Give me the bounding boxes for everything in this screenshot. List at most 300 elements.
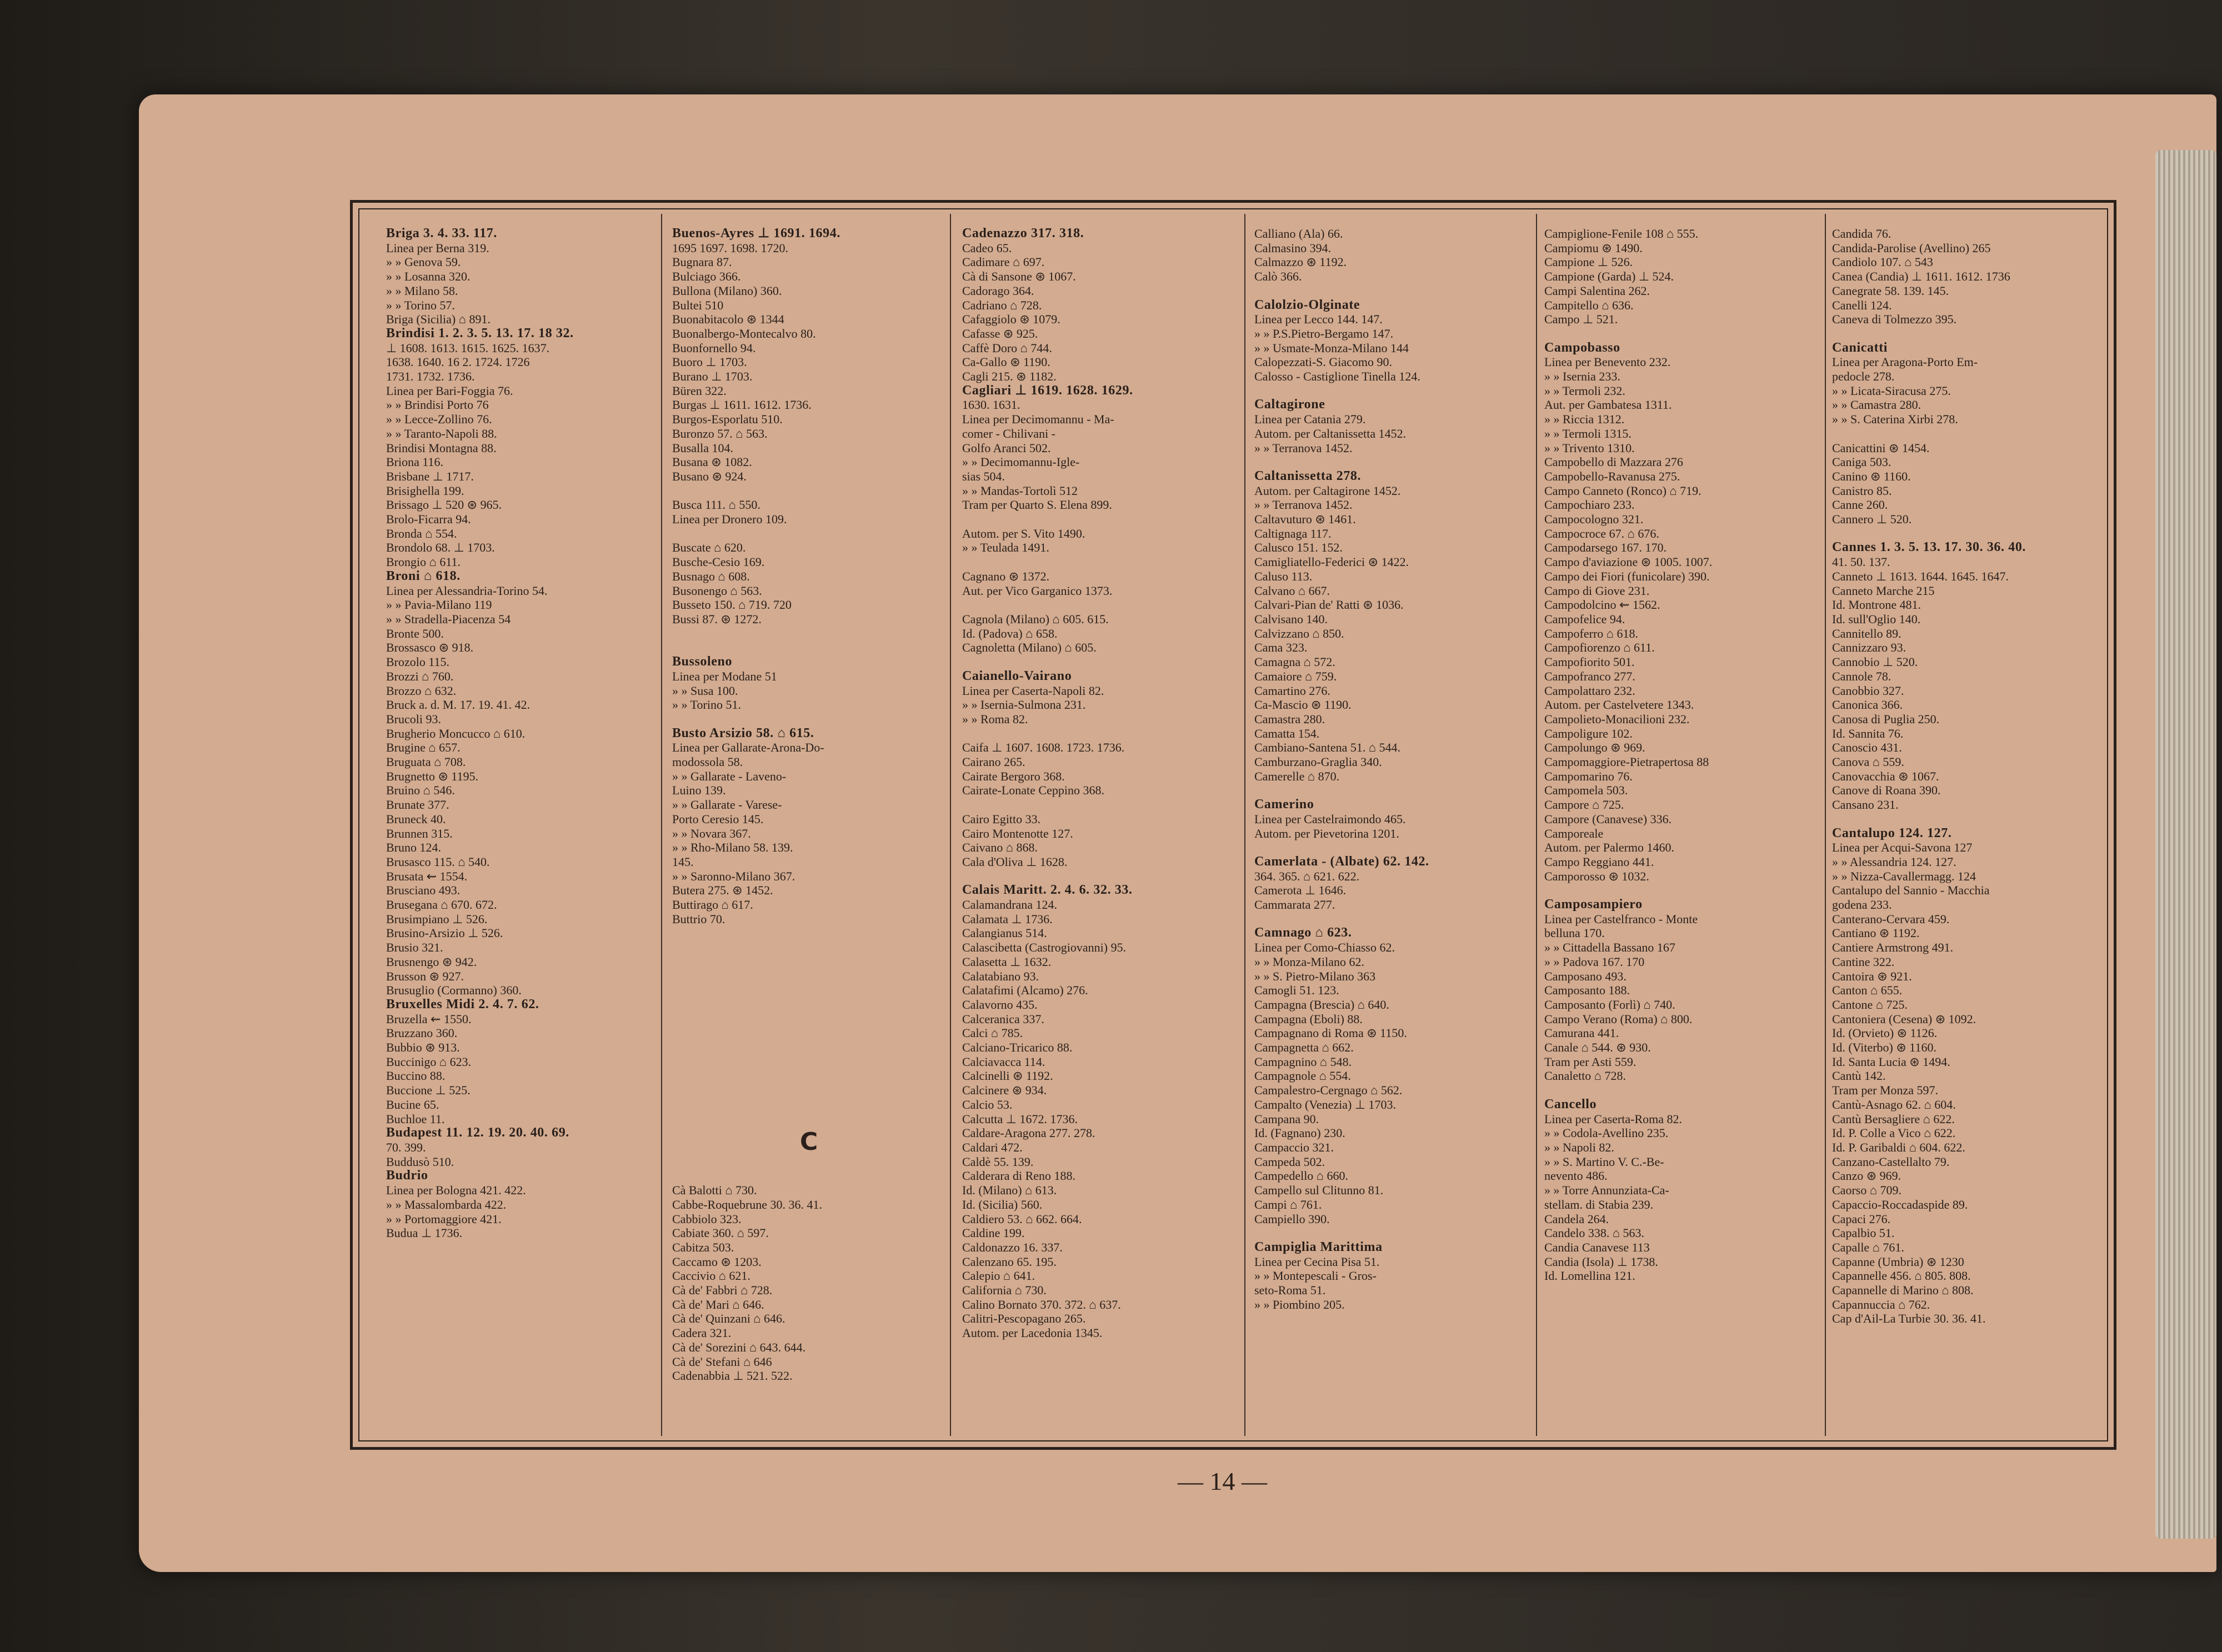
index-entry: Buonabitacolo ⊛ 1344: [672, 312, 784, 327]
index-entry: Ca-Mascio ⊛ 1190.: [1254, 698, 1352, 712]
index-entry: Caldari 472.: [962, 1140, 1023, 1154]
index-entry: Candia (Isola) ⊥ 1738.: [1544, 1254, 1658, 1269]
index-entry: Calopezzati-S. Giacomo 90.: [1254, 355, 1393, 369]
index-entry: Busnago ⌂ 608.: [672, 569, 750, 583]
index-entry: Cagnoletta (Milano) ⌂ 605.: [962, 640, 1097, 655]
index-entry: » » Cittadella Bassano 167: [1544, 940, 1675, 955]
index-entry: Cadriano ⌂ 728.: [962, 298, 1042, 312]
index-heading: Caltagirone: [1254, 397, 1325, 412]
column-rule: [1825, 214, 1826, 1436]
index-entry: Bulciago 366.: [672, 269, 741, 284]
index-entry: Cagnano ⊛ 1372.: [962, 569, 1050, 583]
index-entry: Id. (Fagnano) 230.: [1254, 1126, 1345, 1140]
index-entry: Calvizzano ⌂ 850.: [1254, 626, 1344, 640]
index-entry: Autom. per Pievetorina 1201.: [1254, 826, 1399, 840]
index-entry: Brusino-Arsizio ⊥ 526.: [386, 926, 503, 940]
index-entry: Calangianus 514.: [962, 926, 1047, 940]
index-entry: Cagli 215. ⊛ 1182.: [962, 369, 1057, 384]
index-entry: Camogli 51. 123.: [1254, 983, 1339, 998]
index-entry: Brusio 321.: [386, 940, 443, 955]
index-entry: Cà Balotti ⌂ 730.: [672, 1183, 757, 1198]
index-entry: Campo Canneto (Ronco) ⌂ 719.: [1544, 483, 1701, 498]
index-entry: [962, 798, 1240, 812]
page-edge-stack: [2155, 150, 2216, 1539]
index-entry: Burgos-Esporlatu 510.: [672, 412, 783, 427]
index-entry: Canaletto ⌂ 728.: [1544, 1069, 1627, 1083]
index-entry: » » Piombino 205.: [1254, 1297, 1345, 1311]
index-entry: Brusson ⊛ 927.: [386, 969, 464, 983]
index-entry: [672, 1026, 950, 1040]
index-entry: Buronzo 57. ⌂ 563.: [672, 426, 768, 440]
index-entry: Cannitello 89.: [1832, 626, 1901, 640]
index-entry: Id. (Milano) ⌂ 613.: [962, 1183, 1057, 1198]
index-entry: Canale ⌂ 544. ⊛ 930.: [1544, 1040, 1651, 1055]
index-entry: » » Portomaggiore 421.: [386, 1212, 502, 1226]
index-entry: Campello sul Clitunno 81.: [1254, 1183, 1384, 1198]
index-entry: Brunate 377.: [386, 798, 449, 812]
index-entry: » » Roma 82.: [962, 712, 1028, 726]
index-entry: Cama 323.: [1254, 640, 1308, 655]
index-entry: Capalle ⌂ 761.: [1832, 1240, 1904, 1254]
index-entry: Cantoniera (Cesena) ⊛ 1092.: [1832, 1012, 1976, 1026]
index-entry: Campi Salentina 262.: [1544, 283, 1650, 298]
index-entry: [672, 983, 950, 998]
index-entry: Campochiaro 233.: [1544, 498, 1635, 512]
index-entry: » » P.S.Pietro-Bergamo 147.: [1254, 326, 1394, 341]
index-entry: Cadimare ⌂ 697.: [962, 255, 1045, 269]
index-heading: Calolzio-Olginate: [1254, 297, 1360, 312]
index-heading: Camnago ⌂ 623.: [1254, 925, 1352, 940]
index-entry: sias 504.: [962, 469, 1005, 483]
index-entry: [1254, 384, 1532, 398]
index-entry: [1254, 912, 1532, 927]
index-entry: Canoscio 431.: [1832, 740, 1902, 755]
index-entry: Campo di Giove 231.: [1544, 583, 1650, 598]
index-entry: Cantù 142.: [1832, 1069, 1886, 1083]
index-entry: Capannelle di Marino ⌂ 808.: [1832, 1283, 1974, 1298]
index-entry: Caifa ⊥ 1607. 1608. 1723. 1736.: [962, 740, 1125, 755]
index-entry: Calcinere ⊛ 934.: [962, 1083, 1047, 1098]
index-entry: Campocroce 67. ⌂ 676.: [1544, 526, 1659, 540]
index-entry: belluna 170.: [1544, 926, 1605, 940]
index-entry: Canea (Candia) ⊥ 1611. 1612. 1736: [1832, 269, 2010, 284]
index-entry: Campedello ⌂ 660.: [1254, 1169, 1349, 1183]
index-entry: Camburzano-Graglia 340.: [1254, 755, 1382, 769]
index-entry: Calavorno 435.: [962, 997, 1038, 1012]
index-entry: » » Brindisi Porto 76: [386, 398, 489, 412]
index-entry: Bruck a. d. M. 17. 19. 41. 42.: [386, 698, 531, 712]
index-entry: Cantiere Armstrong 491.: [1832, 940, 1954, 955]
index-entry: Linea per Benevento 232.: [1544, 355, 1671, 369]
index-entry: Linea per Dronero 109.: [672, 512, 787, 527]
index-entry: Campiello 390.: [1254, 1212, 1330, 1226]
section-letter: C: [800, 1128, 818, 1156]
index-entry: Brusimpiano ⊥ 526.: [386, 912, 488, 926]
index-heading: Bussoleno: [672, 654, 733, 669]
index-entry: Cadenabbia ⊥ 521. 522.: [672, 1369, 793, 1383]
index-entry: Aut. per Vico Garganico 1373.: [962, 583, 1113, 598]
index-entry: » » Taranto-Napoli 88.: [386, 426, 497, 440]
index-heading: Camposampiero: [1544, 897, 1643, 912]
index-entry: [962, 869, 1240, 884]
index-entry: » » Mandas-Tortolì 512: [962, 483, 1078, 498]
index-entry: » » Stradella-Piacenza 54: [386, 612, 511, 626]
index-entry: Cairano 265.: [962, 755, 1025, 769]
index-entry: Cadera 321.: [672, 1326, 732, 1340]
index-entry: Cambiano-Santena 51. ⌂ 544.: [1254, 740, 1401, 755]
index-entry: Brugine ⌂ 657.: [386, 740, 461, 755]
index-heading: Cadenazzo 317. 318.: [962, 227, 1084, 241]
index-heading: Cantalupo 124. 127.: [1832, 825, 1952, 840]
index-entry: Cafaggiolo ⊛ 1079.: [962, 312, 1060, 327]
index-entry: Campobello-Ravanusa 275.: [1544, 469, 1680, 483]
index-entry: Id. (Orvieto) ⊛ 1126.: [1832, 1026, 1938, 1040]
index-entry: [672, 1083, 950, 1098]
index-entry: Brucoli 93.: [386, 712, 441, 726]
index-entry: Buoro ⊥ 1703.: [672, 355, 747, 369]
index-entry: [1254, 783, 1532, 798]
index-entry: Camurana 441.: [1544, 1026, 1619, 1040]
index-entry: Campo Reggiano 441.: [1544, 854, 1654, 869]
index-entry: Campomela 503.: [1544, 783, 1628, 798]
index-entry: [962, 598, 1240, 612]
index-entry: Brindisi Montagna 88.: [386, 440, 497, 455]
index-entry: Brusuglio (Cormanno) 360.: [386, 983, 522, 998]
index-entry: Candelo 338. ⌂ 563.: [1544, 1226, 1645, 1240]
index-entry: [962, 555, 1240, 569]
index-entry: Campalto (Venezia) ⊥ 1703.: [1254, 1097, 1396, 1112]
index-heading: Calais Maritt. 2. 4. 6. 32. 33.: [962, 883, 1133, 898]
index-entry: Calcinelli ⊛ 1192.: [962, 1069, 1053, 1083]
index-entry: Calino Bornato 370. 372. ⌂ 637.: [962, 1297, 1121, 1311]
index-entry: Buchloe 11.: [386, 1112, 445, 1126]
index-entry: Cairo Montenotte 127.: [962, 826, 1073, 840]
index-entry: Brunnen 315.: [386, 826, 453, 840]
index-entry: Camporosso ⊛ 1032.: [1544, 869, 1649, 883]
index-entry: Campagnole ⌂ 554.: [1254, 1069, 1351, 1083]
index-entry: [672, 484, 950, 498]
index-entry: Bruneck 40.: [386, 812, 446, 826]
index-entry: Bubbio ⊛ 913.: [386, 1040, 460, 1055]
index-entry: Luino 139.: [672, 783, 726, 798]
index-entry: » » Gallarate - Laveno-: [672, 769, 787, 783]
index-entry: Busalla 104.: [672, 440, 733, 455]
index-entry: Cà de' Fabbri ⌂ 728.: [672, 1283, 773, 1298]
index-entry: Candiolo 107. ⌂ 543: [1832, 255, 1933, 269]
index-entry: Canova ⌂ 559.: [1832, 755, 1904, 769]
index-entry: Caccivio ⌂ 621.: [672, 1269, 750, 1283]
index-entry: Capanne (Umbria) ⊛ 1230: [1832, 1254, 1964, 1269]
index-entry: Campagnino ⌂ 548.: [1254, 1054, 1352, 1069]
index-entry: seto-Roma 51.: [1254, 1283, 1326, 1298]
index-entry: Id. Santa Lucia ⊛ 1494.: [1832, 1054, 1950, 1069]
index-entry: Brongio ⌂ 611.: [386, 555, 461, 569]
index-entry: Cala d'Oliva ⊥ 1628.: [962, 854, 1068, 869]
index-entry: Linea per Caserta-Napoli 82.: [962, 683, 1104, 698]
index-entry: » » S. Caterina Xirbi 278.: [1832, 412, 1958, 427]
index-entry: [672, 527, 950, 541]
index-entry: Campagnetta ⌂ 662.: [1254, 1040, 1354, 1055]
index-entry: Aut. per Gambatesa 1311.: [1544, 398, 1672, 412]
index-entry: Bruino ⌂ 546.: [386, 783, 455, 798]
index-entry: Buonfornello 94.: [672, 341, 756, 355]
index-entry: 70. 399.: [386, 1140, 426, 1154]
index-entry: Id. P. Colle a Vico ⌂ 622.: [1832, 1126, 1956, 1140]
index-entry: Campiomu ⊛ 1490.: [1544, 241, 1643, 255]
index-entry: Calatafimi (Alcamo) 276.: [962, 983, 1088, 998]
index-entry: [672, 969, 950, 984]
index-entry: Linea per Lecco 144. 147.: [1254, 312, 1383, 327]
index-entry: Autom. per Lacedonia 1345.: [962, 1326, 1103, 1340]
index-entry: 364. 365. ⌂ 621. 622.: [1254, 869, 1360, 883]
index-entry: Busana ⊛ 1082.: [672, 455, 752, 469]
index-entry: Porto Ceresio 145.: [672, 812, 764, 826]
index-entry: » » Rho-Milano 58. 139.: [672, 840, 793, 855]
index-entry: Cagnola (Milano) ⌂ 605. 615.: [962, 612, 1109, 626]
index-entry: [1254, 840, 1532, 855]
index-entry: [672, 998, 950, 1012]
index-entry: Cammarata 277.: [1254, 898, 1335, 912]
index-entry: Calusco 151. 152.: [1254, 540, 1343, 555]
index-entry: ⊥ 1608. 1613. 1615. 1625. 1637.: [386, 341, 550, 355]
index-entry: Calci ⌂ 785.: [962, 1026, 1023, 1040]
index-entry: Caccamo ⊛ 1203.: [672, 1254, 762, 1269]
index-entry: Cabiate 360. ⌂ 597.: [672, 1226, 769, 1240]
index-column-2: [672, 227, 950, 1426]
index-entry: Cap d'Ail-La Turbie 30. 36. 41.: [1832, 1311, 1986, 1326]
index-entry: [1832, 427, 2110, 441]
index-entry: [962, 727, 1240, 741]
index-entry: Cantoira ⊛ 921.: [1832, 969, 1912, 983]
index-entry: 1638. 1640. 16 2. 1724. 1726: [386, 355, 530, 369]
index-entry: Linea per Cecina Pisa 51.: [1254, 1254, 1380, 1269]
index-entry: [1832, 327, 2110, 341]
index-entry: Linea per Caserta-Roma 82.: [1544, 1112, 1683, 1126]
index-entry: » » Lecce-Zollino 76.: [386, 412, 492, 427]
index-entry: Bussi 87. ⊛ 1272.: [672, 612, 762, 626]
index-entry: Canosa di Puglia 250.: [1832, 712, 1940, 726]
index-entry: Linea per Berna 319.: [386, 241, 489, 255]
index-entry: [1254, 1226, 1532, 1240]
index-entry: » » Napoli 82.: [1544, 1140, 1614, 1154]
index-entry: [672, 1040, 950, 1055]
index-entry: Brossasco ⊛ 918.: [386, 640, 474, 655]
index-entry: Id. Sannita 76.: [1832, 726, 1904, 740]
index-entry: Camposano 493.: [1544, 969, 1627, 983]
index-entry: [1254, 455, 1532, 469]
index-entry: » » Torino 51.: [672, 698, 741, 712]
index-entry: Brissago ⊥ 520 ⊛ 965.: [386, 498, 502, 512]
index-entry: Buonalbergo-Montecalvo 80.: [672, 326, 816, 341]
index-entry: Linea per Aragona-Porto Em-: [1832, 355, 1978, 369]
index-entry: Camastra 280.: [1254, 712, 1325, 726]
index-entry: Brozolo 115.: [386, 655, 450, 669]
index-entry: Cà de' Mari ⌂ 646.: [672, 1297, 764, 1311]
index-entry: Calmazzo ⊛ 1192.: [1254, 255, 1347, 269]
index-entry: » » Terranova 1452.: [1254, 498, 1353, 512]
index-entry: Calcutta ⊥ 1672. 1736.: [962, 1112, 1078, 1126]
index-entry: Campore (Canavese) 336.: [1544, 812, 1672, 826]
index-entry: Brondolo 68. ⊥ 1703.: [386, 540, 495, 555]
index-entry: Linea per Catania 279.: [1254, 412, 1366, 427]
index-entry: Camaiore ⌂ 759.: [1254, 669, 1337, 683]
index-entry: [672, 1112, 950, 1127]
index-entry: Candida 76.: [1832, 227, 1891, 241]
index-entry: Capaci 276.: [1832, 1212, 1891, 1226]
index-entry: Campo dei Fiori (funicolare) 390.: [1544, 569, 1710, 583]
index-entry: » » S. Martino V. C.-Be-: [1544, 1154, 1664, 1169]
column-rule: [950, 214, 951, 1436]
index-entry: Brozzi ⌂ 760.: [386, 669, 454, 683]
index-entry: Cantiano ⊛ 1192.: [1832, 926, 1920, 940]
index-entry: Autom. per Caltagirone 1452.: [1254, 483, 1401, 498]
page-number: — 14 —: [1178, 1467, 1267, 1495]
index-entry: Calciano-Tricarico 88.: [962, 1040, 1073, 1055]
index-entry: Buccino 88.: [386, 1069, 446, 1083]
index-column-5: [1544, 227, 1822, 1426]
index-entry: Calvisano 140.: [1254, 612, 1328, 626]
index-entry: Tram per Quarto S. Elena 899.: [962, 498, 1112, 512]
index-entry: Campolattaro 232.: [1544, 683, 1635, 698]
index-entry: Caldiero 53. ⌂ 662. 664.: [962, 1212, 1082, 1226]
index-entry: » » Termoli 1315.: [1544, 426, 1632, 440]
index-entry: Campagna (Eboli) 88.: [1254, 1012, 1363, 1026]
index-entry: [672, 640, 950, 655]
index-entry: Capaccio-Roccadaspide 89.: [1832, 1197, 1968, 1212]
index-entry: Cannizzaro 93.: [1832, 640, 1906, 655]
index-entry: Caorso ⌂ 709.: [1832, 1183, 1902, 1198]
index-entry: [672, 1155, 950, 1169]
index-entry: Campaccio 321.: [1254, 1140, 1334, 1154]
index-entry: Caldonazzo 16. 337.: [962, 1240, 1063, 1254]
index-entry: Candida-Parolise (Avellino) 265: [1832, 241, 1991, 255]
index-entry: [1832, 812, 2110, 827]
index-entry: Cannobio ⊥ 520.: [1832, 655, 1918, 669]
index-entry: Linea per Acqui-Savona 127: [1832, 840, 1973, 855]
index-entry: Camartino 276.: [1254, 683, 1330, 698]
index-entry: Campagna (Brescia) ⌂ 640.: [1254, 997, 1389, 1012]
index-entry: Canegrate 58. 139. 145.: [1832, 283, 1949, 298]
index-entry: Cairate-Lonate Ceppino 368.: [962, 783, 1104, 798]
index-entry: Caneva di Tolmezzo 395.: [1832, 312, 1957, 327]
index-entry: [672, 712, 950, 727]
index-entry: Bultei 510: [672, 298, 724, 312]
index-entry: Calosso - Castiglione Tinella 124.: [1254, 369, 1420, 384]
index-entry: Buddusò 510.: [386, 1154, 454, 1169]
index-entry: Id. (Padova) ⌂ 658.: [962, 626, 1058, 640]
index-entry: Campalestro-Cergnago ⌂ 562.: [1254, 1083, 1403, 1098]
index-entry: Id. Montrone 481.: [1832, 598, 1921, 612]
index-entry: Busano ⊛ 924.: [672, 469, 747, 483]
index-entry: Campolieto-Monacilioni 232.: [1544, 712, 1690, 726]
index-entry: Bullona (Milano) 360.: [672, 283, 782, 298]
index-heading: Bruxelles Midi 2. 4. 7. 62.: [386, 997, 539, 1012]
index-entry: » » Isernia 233.: [1544, 369, 1620, 384]
index-entry: Autom. per Castelvetere 1343.: [1544, 698, 1694, 712]
index-entry: Brisbane ⊥ 1717.: [386, 469, 474, 483]
index-heading: Camerino: [1254, 797, 1314, 812]
index-entry: Brusasco 115. ⌂ 540.: [386, 854, 490, 869]
index-heading: Budapest 11. 12. 19. 20. 40. 69.: [386, 1125, 569, 1140]
index-entry: comer - Chilivani -: [962, 426, 1056, 440]
index-entry: Canton ⌂ 655.: [1832, 983, 1903, 998]
index-entry: Caldine 199.: [962, 1226, 1025, 1240]
index-entry: Linea per Bologna 421. 422.: [386, 1183, 526, 1198]
index-entry: [1544, 327, 1822, 341]
index-entry: Linea per Castelfranco - Monte: [1544, 912, 1698, 926]
index-entry: Calamata ⊥ 1736.: [962, 912, 1053, 926]
index-entry: Cabbiolo 323.: [672, 1212, 742, 1226]
index-entry: Caivano ⌂ 868.: [962, 840, 1038, 855]
index-entry: Bruguata ⌂ 708.: [386, 755, 466, 769]
index-entry: » » Licata-Siracusa 275.: [1832, 383, 1951, 398]
index-entry: Linea per Castelraimondo 465.: [1254, 812, 1406, 826]
index-entry: Camatta 154.: [1254, 726, 1320, 740]
index-entry: » » Termoli 232.: [1544, 383, 1625, 398]
index-entry: Caldare-Aragona 277. 278.: [962, 1126, 1095, 1140]
index-entry: Büren 322.: [672, 383, 727, 398]
index-entry: Canneto Marche 215: [1832, 583, 1935, 598]
index-entry: stellam. di Stabia 239.: [1544, 1197, 1654, 1212]
column-rule: [1536, 214, 1537, 1436]
index-entry: Buccinigo ⌂ 623.: [386, 1054, 472, 1069]
index-heading: Broni ⌂ 618.: [386, 568, 461, 583]
index-entry: Buccione ⊥ 525.: [386, 1083, 471, 1098]
index-entry: Campeda 502.: [1254, 1154, 1325, 1169]
index-entry: Campocologno 321.: [1544, 512, 1644, 527]
index-entry: Autom. per Palermo 1460.: [1544, 840, 1675, 855]
index-entry: Campione (Garda) ⊥ 524.: [1544, 269, 1674, 284]
index-entry: [672, 955, 950, 969]
index-entry: » » Losanna 320.: [386, 269, 471, 284]
index-entry: Burgas ⊥ 1611. 1612. 1736.: [672, 398, 812, 412]
index-entry: Brusegana ⌂ 670. 672.: [386, 898, 497, 912]
index-entry: » » Monza-Milano 62.: [1254, 954, 1364, 969]
index-entry: California ⌂ 730.: [962, 1283, 1047, 1298]
index-entry: Cà de' Stefani ⌂ 646: [672, 1354, 772, 1369]
index-entry: Canonica 366.: [1832, 698, 1903, 712]
index-entry: Buscate ⌂ 620.: [672, 540, 746, 555]
index-entry: » » Usmate-Monza-Milano 144: [1254, 341, 1409, 355]
index-entry: Cà de' Sorezini ⌂ 643. 644.: [672, 1340, 806, 1354]
index-entry: » » Susa 100.: [672, 683, 738, 698]
index-entry: Campore ⌂ 725.: [1544, 798, 1624, 812]
index-entry: Calderara di Reno 188.: [962, 1169, 1076, 1183]
column-rule: [1244, 214, 1245, 1436]
index-entry: Cannole 78.: [1832, 669, 1891, 683]
index-entry: modossola 58.: [672, 755, 743, 769]
index-entry: Calepio ⌂ 641.: [962, 1269, 1035, 1283]
index-entry: Campoferro ⌂ 618.: [1544, 626, 1638, 640]
index-entry: » » Gallarate - Varese-: [672, 798, 782, 812]
index-entry: Bruno 124.: [386, 840, 441, 855]
index-entry: Canneto ⊥ 1613. 1644. 1645. 1647.: [1832, 569, 2009, 583]
index-entry: Brugnetto ⊛ 1195.: [386, 769, 479, 783]
index-entry: [672, 1169, 950, 1183]
index-entry: Bucine 65.: [386, 1097, 439, 1112]
index-entry: Bugnara 87.: [672, 255, 732, 269]
index-entry: Cansano 231.: [1832, 798, 1899, 812]
index-entry: Brusnengo ⊛ 942.: [386, 954, 477, 969]
index-entry: Brisighella 199.: [386, 483, 464, 498]
index-entry: Linea per Modane 51: [672, 669, 777, 683]
index-column-3: [962, 227, 1240, 1426]
index-entry: Campoligure 102.: [1544, 726, 1633, 740]
index-entry: Calcio 53.: [962, 1097, 1013, 1112]
index-heading: Cancello: [1544, 1097, 1597, 1112]
index-entry: Golfo Aranci 502.: [962, 440, 1051, 455]
index-entry: Burano ⊥ 1703.: [672, 369, 753, 384]
